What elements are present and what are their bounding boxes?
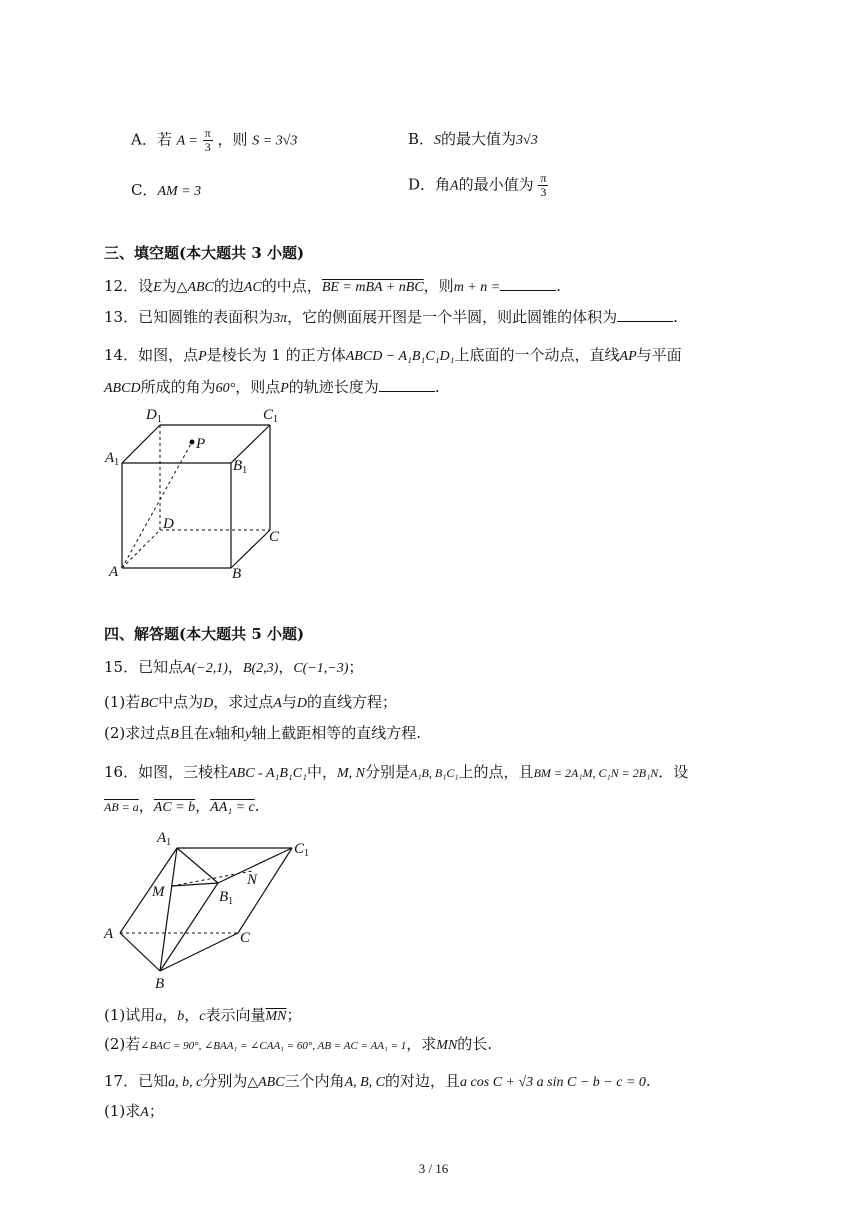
question-16-line2 <box>104 796 260 818</box>
text-fragment: ，求 <box>406 1035 437 1053</box>
edge-bc <box>160 933 238 971</box>
cube-figure <box>100 400 300 585</box>
q13-value: 3π <box>273 311 288 326</box>
text-fragment: ， <box>184 1006 200 1024</box>
q14-text: 上底面的一个动点，直线 <box>454 346 620 364</box>
question-17 <box>104 1071 651 1093</box>
q14-text: 14．如图，点 <box>104 346 199 364</box>
q13-text: ，它的侧面展开图是一个半圆，则此圆锥的体积为 <box>287 308 618 326</box>
option-b-label: B． <box>408 130 435 148</box>
edge-a1b1 <box>177 848 218 883</box>
label-part: 1 <box>304 848 310 859</box>
edge-bc <box>231 530 270 568</box>
text-fragment: 分别是 <box>365 763 411 781</box>
text-fragment: . <box>645 1072 651 1090</box>
text-fragment: D <box>296 696 307 711</box>
label-b: B <box>155 976 165 992</box>
q13-end: . <box>673 308 678 326</box>
text-fragment: ， <box>195 797 211 815</box>
question-12 <box>104 276 561 298</box>
text-fragment: 轴上截距相等的直线方程. <box>251 724 422 742</box>
text-fragment: c <box>199 1009 206 1024</box>
option-b-value: 3√3 <box>516 133 538 148</box>
section-4-title: 四、解答题(本大题共 5 小题) <box>104 625 305 643</box>
q15-sep: ， <box>227 658 243 676</box>
text-fragment: 17．已知 <box>104 1072 169 1090</box>
point-p <box>190 440 195 445</box>
edge-a1d1 <box>122 425 160 463</box>
q12-vector-eq: BE = mBA + nBC <box>321 280 424 295</box>
text-fragment: (2)求过点 <box>104 724 171 742</box>
label-part: 1 <box>228 896 234 907</box>
option-b-text: 的最大值为 <box>441 130 517 148</box>
option-a-label: A．若 <box>131 130 172 149</box>
label-part: D <box>146 407 157 423</box>
edge-b1b <box>160 883 218 971</box>
label-n: N <box>247 872 258 888</box>
q14-text: ，则点 <box>235 378 281 396</box>
text-fragment: D <box>203 696 214 711</box>
label-part: 1 <box>114 457 120 468</box>
question-16-part2 <box>104 1034 492 1056</box>
text-fragment: 中， <box>307 763 338 781</box>
text-fragment: 分别为 <box>202 1072 248 1090</box>
segment-ap <box>122 442 192 568</box>
text-fragment: M, N <box>337 766 366 781</box>
text-fragment: A <box>140 1105 149 1120</box>
q15-sep: ， <box>278 658 294 676</box>
text-fragment: (1)若 <box>104 693 141 711</box>
text-fragment: 16．如图，三棱柱 <box>104 763 229 781</box>
edge-ad <box>122 530 160 568</box>
label-d1 <box>145 407 162 425</box>
q14-cube: ABCD − A₁B₁C₁D₁ <box>345 349 455 364</box>
option-a-fraction <box>203 127 213 154</box>
text-fragment: y <box>245 727 252 742</box>
q12-text: 的中点， <box>261 277 322 295</box>
label-c1 <box>263 407 278 425</box>
question-16-line1 <box>104 762 688 784</box>
q12-text: 的边 <box>213 277 244 295</box>
frac-num: π <box>540 171 547 185</box>
text-fragment: 的长. <box>457 1035 493 1053</box>
text-fragment: ； <box>286 1006 302 1024</box>
q12-e: E <box>153 280 162 295</box>
question-17-part1 <box>104 1101 164 1123</box>
option-a-condition: A = <box>176 133 198 149</box>
q14-text: 的轨迹长度为 <box>288 378 379 396</box>
q14-angle: 60° <box>215 381 236 396</box>
label-a: A <box>109 564 119 580</box>
text-fragment: a, b, c <box>168 1075 203 1090</box>
text-fragment: . <box>254 797 260 815</box>
text-fragment: A <box>273 696 282 711</box>
label-part: A <box>105 450 115 466</box>
edge-a1a <box>120 848 177 933</box>
text-fragment: (1)求 <box>104 1102 141 1120</box>
option-d <box>408 172 548 199</box>
q14-ap: AP <box>619 349 637 364</box>
text-fragment: 上的点，且 <box>458 763 534 781</box>
q16-vector-b: AC = b <box>153 800 196 815</box>
q12-triangle: △ABC <box>176 280 214 295</box>
text-fragment: 三个内角 <box>284 1072 345 1090</box>
text-fragment: A₁B, B₁C₁ <box>410 766 459 780</box>
option-c <box>131 180 201 202</box>
q14-text: 是棱长为 1 的正方体 <box>206 346 346 364</box>
text-fragment: 的对边，且 <box>385 1072 461 1090</box>
text-fragment: 且在 <box>178 724 209 742</box>
option-c-label: C． <box>131 181 158 199</box>
label-b1 <box>219 889 233 907</box>
option-a-result: S = 3√3 <box>252 133 298 149</box>
q15-point-c: C(−1,−3) <box>293 661 349 676</box>
label-a1 <box>104 450 119 468</box>
question-13 <box>104 307 678 329</box>
q15-point-b: B(2,3) <box>242 661 279 676</box>
q12-text: 为 <box>161 277 177 295</box>
label-c: C <box>269 529 280 545</box>
text-fragment: 轴和 <box>215 724 246 742</box>
q16-vector-a: AB = a <box>104 800 139 814</box>
q14-p: P <box>198 349 207 364</box>
q16-conditions: ∠BAC = 90°, ∠BAA₁ = ∠CAA₁ = 60°, AB = AC = AA₁ = 1 <box>140 1040 407 1052</box>
frac-den: 3 <box>540 185 547 199</box>
q13-answer-blank[interactable] <box>617 307 673 322</box>
prism-figure <box>100 826 330 996</box>
label-part: A <box>157 830 167 846</box>
frac-den: 3 <box>204 140 211 154</box>
text-fragment: b <box>177 1009 185 1024</box>
edge-a1b <box>160 848 177 971</box>
label-a1 <box>156 830 171 848</box>
q14-answer-blank[interactable] <box>379 377 435 392</box>
option-d-text: 的最小值为 <box>458 175 534 194</box>
q15-text: 15．已知点 <box>104 658 184 676</box>
option-b <box>408 129 538 151</box>
text-fragment: B <box>170 727 179 742</box>
q12-text: ，则 <box>423 277 454 295</box>
q12-mn: m + n = <box>453 280 501 295</box>
option-d-fraction <box>538 172 548 199</box>
text-fragment: 的直线方程； <box>307 693 398 711</box>
label-d: D <box>163 516 174 532</box>
question-16-part1 <box>104 1005 302 1027</box>
question-15-part1 <box>104 692 397 714</box>
text-fragment: ．设 <box>658 763 689 781</box>
option-a <box>131 127 297 154</box>
q12-ac: AC <box>243 280 262 295</box>
q16-condition: BM = 2A₁M, C₁N = 2B₁N <box>533 766 659 780</box>
edge-ab <box>120 933 160 971</box>
label-part: C <box>294 841 305 857</box>
label-m: M <box>152 884 165 900</box>
section-3-title: 三、填空题(本大题共 3 小题) <box>104 244 305 262</box>
label-c1 <box>294 841 309 859</box>
text-fragment: (1)试用 <box>104 1006 156 1024</box>
label-b: B <box>232 566 242 582</box>
q14-text: 与平面 <box>636 346 682 364</box>
text-fragment: 中点为 <box>158 693 204 711</box>
page-number: 3 / 16 <box>418 1161 449 1176</box>
label-part: 1 <box>166 837 172 848</box>
option-d-sym: A <box>450 178 459 194</box>
q14-p: P <box>280 381 289 396</box>
q14-plane: ABCD <box>104 381 141 396</box>
text-fragment: (2)若 <box>104 1035 141 1053</box>
q14-end: . <box>434 378 440 396</box>
q15-point-a: A(−2,1) <box>183 661 228 676</box>
option-c-expr: AM = 3 <box>157 184 202 199</box>
q15-end: ； <box>348 658 364 676</box>
text-fragment: a <box>155 1009 163 1024</box>
label-a: A <box>104 926 114 942</box>
text-fragment: 表示向量 <box>205 1006 266 1024</box>
label-part: 1 <box>242 465 248 476</box>
option-b-sym: S <box>434 133 442 148</box>
q12-end: . <box>556 277 561 295</box>
text-fragment: ，求过点 <box>213 693 274 711</box>
q16-prism: ABC - A₁B₁C₁ <box>228 766 307 781</box>
q12-text: 12．设 <box>104 277 154 295</box>
q16-vector-c: AA₁ = c <box>210 800 255 815</box>
option-d-label: D．角 <box>408 175 451 194</box>
option-a-sep: ，则 <box>217 130 248 149</box>
text-fragment: △ABC <box>247 1075 285 1090</box>
q13-text: 13．已知圆锥的表面积为 <box>104 308 274 326</box>
text-fragment: ， <box>162 1006 178 1024</box>
text-fragment: $\overline{MN}$ <box>265 1009 287 1024</box>
question-15 <box>104 657 363 679</box>
text-fragment: MN <box>436 1038 458 1053</box>
question-14-line1 <box>104 345 682 367</box>
label-part: B <box>233 458 243 474</box>
q17-equation: a cos C + √3 a sin C − b − c = 0 <box>460 1075 646 1090</box>
label-part: 1 <box>273 414 279 425</box>
text-fragment: ， <box>138 797 154 815</box>
text-fragment: BC <box>140 696 159 711</box>
text-fragment: x <box>208 727 216 742</box>
q14-text: 所成的角为 <box>140 378 216 396</box>
question-15-part2 <box>104 723 421 745</box>
text-fragment: 与 <box>281 693 297 711</box>
label-c: C <box>240 930 251 946</box>
frac-num: π <box>204 126 211 140</box>
text-fragment: ； <box>148 1102 164 1120</box>
q12-answer-blank[interactable] <box>500 276 556 291</box>
label-part: C <box>263 407 274 423</box>
label-p: P <box>196 436 206 452</box>
label-part: 1 <box>156 414 162 425</box>
label-b1 <box>233 458 247 476</box>
label-part: B <box>219 889 229 905</box>
question-14-line2 <box>104 377 440 399</box>
text-fragment: A, B, C <box>344 1075 386 1090</box>
